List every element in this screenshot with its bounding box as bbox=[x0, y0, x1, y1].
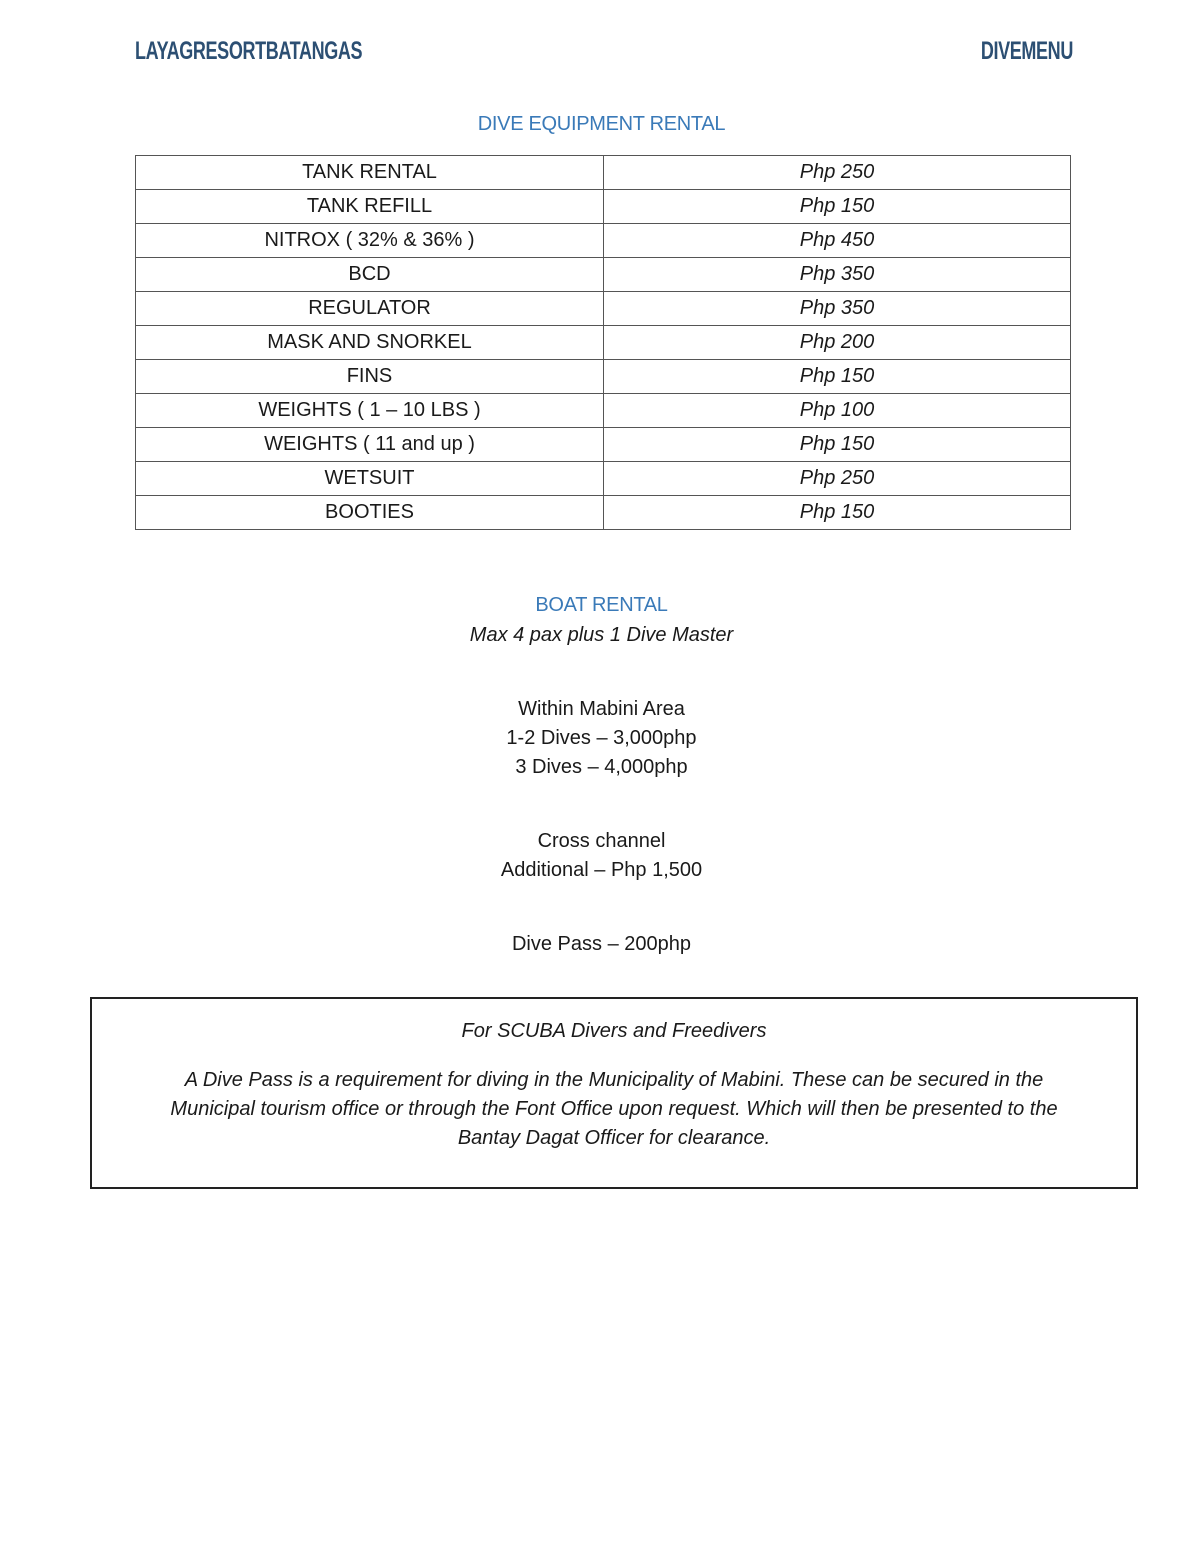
notice-title: For SCUBA Divers and Freedivers bbox=[461, 1020, 767, 1042]
cross-channel-pricing bbox=[0, 827, 1203, 885]
item-price: Php 150 bbox=[604, 496, 1071, 530]
item-price: Php 350 bbox=[604, 292, 1071, 326]
table-row bbox=[136, 156, 1071, 190]
mabini-pricing bbox=[0, 695, 1203, 782]
item-price: Php 250 bbox=[604, 156, 1071, 190]
equipment-section-title: DIVE EQUIPMENT RENTAL bbox=[477, 113, 726, 135]
item-price: Php 150 bbox=[604, 360, 1071, 394]
mabini-price-2: 3 Dives – 4,000php bbox=[515, 756, 688, 778]
table-row bbox=[136, 496, 1071, 530]
mabini-price-1: 1-2 Dives – 3,000php bbox=[506, 727, 697, 749]
equipment-rental-table bbox=[135, 155, 1071, 530]
item-price: Php 200 bbox=[604, 326, 1071, 360]
table-row bbox=[136, 292, 1071, 326]
table-row bbox=[136, 224, 1071, 258]
resort-name: LAYAGRESORTBATANGAS bbox=[135, 37, 363, 65]
item-name: REGULATOR bbox=[136, 292, 604, 326]
boat-section-title: BOAT RENTAL bbox=[535, 594, 668, 616]
cross-channel-price: Additional – Php 1,500 bbox=[500, 859, 703, 881]
dive-pass-notice bbox=[90, 997, 1138, 1189]
item-name: TANK RENTAL bbox=[136, 156, 604, 190]
table-row bbox=[136, 462, 1071, 496]
menu-title: DIVEMENU bbox=[980, 37, 1073, 65]
item-name: TANK REFILL bbox=[136, 190, 604, 224]
item-name: WETSUIT bbox=[136, 462, 604, 496]
item-name: NITROX ( 32% & 36% ) bbox=[136, 224, 604, 258]
item-price: Php 100 bbox=[604, 394, 1071, 428]
item-price: Php 350 bbox=[604, 258, 1071, 292]
item-price: Php 150 bbox=[604, 428, 1071, 462]
table-row bbox=[136, 258, 1071, 292]
table-row bbox=[136, 394, 1071, 428]
table-row bbox=[136, 360, 1071, 394]
item-price: Php 150 bbox=[604, 190, 1071, 224]
item-name: BCD bbox=[136, 258, 604, 292]
table-row bbox=[136, 326, 1071, 360]
boat-capacity-note: Max 4 pax plus 1 Dive Master bbox=[469, 624, 734, 646]
item-price: Php 250 bbox=[604, 462, 1071, 496]
mabini-heading: Within Mabini Area bbox=[518, 698, 685, 720]
notice-body: A Dive Pass is a requirement for diving in the Municipality of Mabini. These can be secured in the Municipal tourism office or through the Font Office upon request. Which will then be presented to the Bantay Dagat Officer for clearance. bbox=[170, 1069, 1058, 1149]
dive-pass-price: Dive Pass – 200php bbox=[511, 933, 691, 955]
item-price: Php 450 bbox=[604, 224, 1071, 258]
cross-channel-heading: Cross channel bbox=[537, 830, 666, 852]
item-name: MASK AND SNORKEL bbox=[136, 326, 604, 360]
item-name: FINS bbox=[136, 360, 604, 394]
item-name: WEIGHTS ( 11 and up ) bbox=[136, 428, 604, 462]
table-row bbox=[136, 190, 1071, 224]
item-name: BOOTIES bbox=[136, 496, 604, 530]
table-row bbox=[136, 428, 1071, 462]
item-name: WEIGHTS ( 1 – 10 LBS ) bbox=[136, 394, 604, 428]
